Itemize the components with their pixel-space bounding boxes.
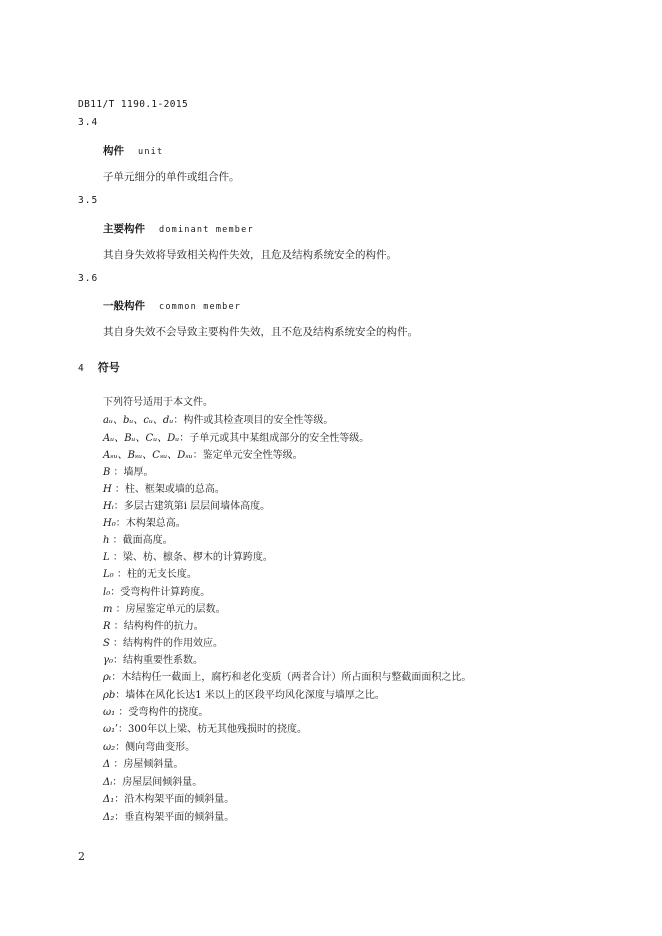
symbol-item	[103, 497, 270, 512]
symbol: Δ₁	[103, 794, 115, 805]
symbol-item	[103, 668, 471, 683]
term-definition: 其自身失效将导致相关构件失效，且危及结构系统安全的构件。	[103, 249, 397, 261]
term-english: common member	[159, 302, 242, 312]
symbol-description: ：房屋层间倾斜量。	[112, 777, 203, 788]
symbol: m	[103, 604, 113, 615]
symbol-description: ：300年以上梁、枋无其他残损时的挠度。	[117, 724, 308, 735]
symbol: ω₂	[103, 742, 116, 753]
symbol: L	[103, 552, 110, 563]
term-entry	[103, 143, 163, 158]
symbol-description: ：结构重要性系数。	[113, 655, 203, 666]
symbol-item	[103, 651, 203, 666]
section-title: 符号	[97, 361, 120, 374]
symbol-item	[103, 703, 208, 718]
symbol-item	[103, 738, 195, 753]
symbol-item	[103, 617, 204, 632]
clause-number: 3.5	[78, 195, 99, 206]
term-english: dominant member	[159, 225, 254, 235]
symbol-description: ：结构构件的抗力。	[110, 621, 204, 632]
symbol: L₀	[103, 569, 114, 580]
symbol-item	[103, 411, 333, 426]
term-entry	[103, 221, 254, 236]
symbol: H₀	[103, 518, 116, 529]
symbol-description: ：墙厚。	[110, 467, 154, 478]
symbol-description: ：柱的无支长度。	[113, 569, 197, 580]
section-heading	[78, 359, 120, 375]
symbol-item	[103, 531, 173, 546]
symbol-description: ：多层古建筑第i 层层间墙体高度。	[113, 501, 271, 512]
symbol: H	[103, 484, 112, 495]
symbol-description: ：侧向弯曲变形。	[115, 742, 196, 753]
symbol-item	[103, 634, 223, 649]
symbol-description: ：截面高度。	[109, 535, 173, 546]
symbol: ρb	[103, 690, 116, 701]
symbol-item	[103, 446, 303, 461]
symbol-item	[103, 755, 183, 770]
symbol-item	[103, 720, 307, 735]
symbol-description: ：垂直构架平面的倾斜量。	[114, 812, 235, 823]
symbol-description: ：构件或其检查项目的安全性等级。	[173, 415, 334, 426]
symbol-description: ：房屋倾斜量。	[110, 759, 184, 770]
symbol: Δ₂	[103, 812, 115, 823]
symbol-description: ：结构构件的作用效应。	[109, 638, 224, 649]
symbol-item	[103, 463, 154, 478]
term-chinese: 构件	[103, 145, 124, 157]
symbol: Aᵤ、Bᵤ、Cᵤ、Dᵤ	[103, 433, 180, 444]
symbol: Δ	[103, 759, 111, 770]
symbol: ω₁ʹ	[103, 724, 118, 735]
symbol-item	[103, 790, 234, 805]
symbol: B	[103, 467, 111, 478]
symbol: S	[103, 638, 110, 649]
symbol: h	[103, 535, 110, 546]
symbol-item	[103, 565, 197, 580]
symbol-description: ：受弯构件的挠度。	[115, 707, 209, 718]
term-definition: 子单元细分的单件或组合件。	[103, 171, 240, 183]
document-code: DB11/T 1190.1-2015	[78, 99, 189, 110]
symbol-description: ：墙体在风化长达1 米以上的区段平均风化深度与墙厚之比。	[115, 690, 385, 701]
symbol-item	[103, 773, 202, 788]
symbol: γ₀	[103, 655, 113, 666]
symbol-description: ：沿木构架平面的倾斜量。	[114, 794, 235, 805]
term-english: unit	[138, 147, 164, 157]
section-number: 4	[78, 363, 84, 374]
symbol-item	[103, 583, 210, 598]
symbol-item	[103, 480, 225, 495]
symbol: ρₜ	[103, 672, 112, 683]
symbol: R	[103, 621, 111, 632]
symbol-description: ：受弯构件计算跨度。	[110, 587, 211, 598]
symbol-item	[103, 686, 385, 701]
symbol-item	[103, 548, 273, 563]
symbol-description: ：梁、枋、檩条、椤木的计算跨度。	[109, 552, 273, 563]
symbol-description: ：子单元或其中某组成部分的安全性等级。	[179, 433, 370, 444]
symbol: Δᵢ	[103, 777, 113, 788]
symbol: aᵤ、bᵤ、cᵤ、dᵤ	[103, 415, 174, 426]
symbol-description: ：柱、框架或墙的总高。	[111, 484, 225, 495]
clause-number: 3.6	[78, 273, 99, 284]
symbol-item	[103, 808, 234, 823]
symbol-description: ：木结构任一截面上，腐朽和老化变质（两者合计）所占面积与整截面面积之比。	[111, 672, 472, 683]
page-number: 2	[78, 850, 85, 863]
symbol: Aₛᵤ、Bₛᵤ、Cₛᵤ、Dₛᵤ	[103, 450, 193, 461]
symbol-description: ：房屋鉴定单元的层数。	[112, 604, 226, 615]
symbols-intro: 下列符号适用于本文件。	[103, 397, 213, 408]
term-entry	[103, 298, 241, 313]
symbol-item	[103, 600, 226, 615]
term-definition: 其自身失效不会导致主要构件失效，且不危及结构系统安全的构件。	[103, 326, 418, 338]
symbol-item	[103, 429, 369, 444]
symbol-description: ：木构架总高。	[115, 518, 186, 529]
symbol: l₀	[103, 587, 111, 598]
symbol: Hᵢ	[103, 501, 114, 512]
symbol-item	[103, 514, 186, 529]
symbol: ω₁	[103, 707, 116, 718]
term-chinese: 主要构件	[103, 223, 145, 235]
clause-number: 3.4	[78, 117, 99, 128]
symbol-description: ：鉴定单元安全性等级。	[192, 450, 303, 461]
term-chinese: 一般构件	[103, 300, 145, 312]
